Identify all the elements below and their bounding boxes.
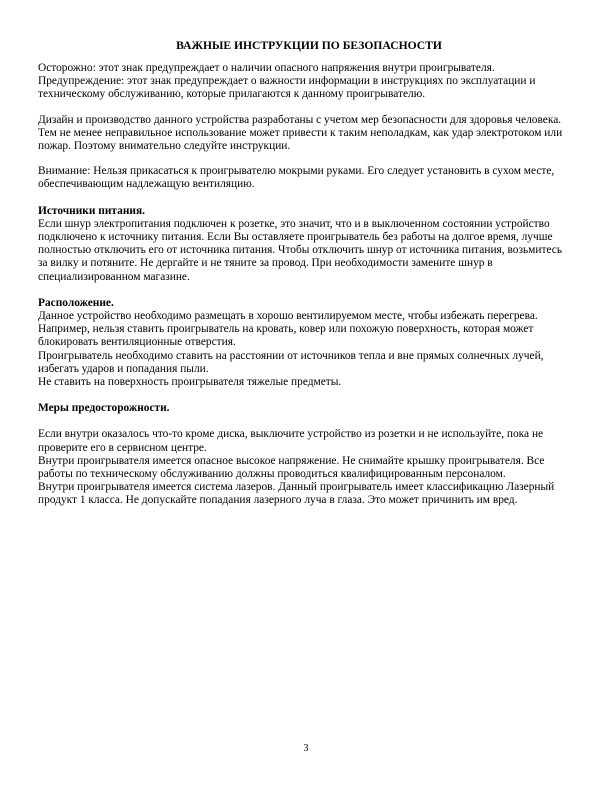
spacer: [38, 415, 574, 428]
spacer: [38, 153, 574, 165]
notice-paragraph: Предупреждение: этот знак предупреждает о важности информации в инструкциях по эксплуатации и техническому обслуживанию, которые прилагаются к данному проигрывателю.: [38, 75, 536, 101]
placement-paragraph-3: Не ставить на поверхность проигрывателя тяжелые предметы.: [38, 376, 342, 389]
power-paragraph: Если шнур электропитания подключен к розетке, это значит, что и в выключенном состоянии устройство подключено к источнику питания. Если Вы оставляете проигрыватель без работы на долгое время, лучше полностью отключить его от источника питания. Чтобы отключить шнур от источника питания, возьмитесь за вилку и потяните. Не дергайте и не тяните за провод. При необходимости замените шнур в специализированном магазине.: [38, 217, 563, 283]
spacer: [38, 192, 574, 205]
placement-heading: Расположение.: [38, 296, 114, 309]
placement-paragraph-1: Данное устройство необходимо размещать в хорошо вентилируемом месте, чтобы избежать перегрева. Например, нельзя ставить проигрыватель на кровать, ковер или похожую поверхность, которая может блокировать вентиляционные отверстия.: [38, 310, 538, 349]
precautions-paragraph-1: Если внутри оказалось что-то кроме диска, выключите устройство из розетки и не используйте, пока не проверите его в сервисном центре.: [38, 428, 544, 454]
warning-paragraph: Внимание: Нельзя прикасаться к проигрывателю мокрыми руками. Его следует установить в сухом месте, обеспечивающим надлежащую вентиляцию.: [38, 165, 555, 191]
spacer: [38, 284, 574, 297]
document-title: ВАЖНЫЕ ИНСТРУКЦИИ ПО БЕЗОПАСНОСТИ: [176, 39, 442, 52]
page-number: 3: [303, 743, 309, 754]
design-paragraph: Дизайн и производство данного устройства разработаны с учетом мер безопасности для здоровья человека. Тем не менее неправильное использование может привести к таким неполадкам, как удар электротоком или пожар. Поэтому внимательно следуйте инструкции.: [38, 113, 563, 153]
precautions-paragraph-3: Внутри проигрывателя имеется система лазеров. Данный проигрыватель имеет классификацию Лазерный продукт 1 класса. Не допускайте попадания лазерного луча в глаза. Это может причинить им вред.: [38, 481, 555, 507]
precautions-paragraph-2: Внутри проигрывателя имеется опасное высокое напряжение. Не снимайте крышку проигрывателя. Все работы по техническому обслуживанию должны проводиться квалифицированным персоналом.: [38, 454, 545, 481]
placement-paragraph-2: Проигрыватель необходимо ставить на расстоянии от источников тепла и вне прямых солнечных лучей, избегать ударов и попадания пыли.: [38, 349, 544, 375]
spacer: [38, 102, 574, 114]
spacer: [38, 389, 574, 402]
document-page: [38, 38, 574, 508]
precautions-heading: Меры предосторожности.: [38, 402, 170, 415]
power-heading: Источники питания.: [38, 204, 145, 217]
caution-paragraph: Осторожно: этот знак предупреждает о наличии опасного напряжения внутри проигрывателя.: [38, 62, 495, 74]
